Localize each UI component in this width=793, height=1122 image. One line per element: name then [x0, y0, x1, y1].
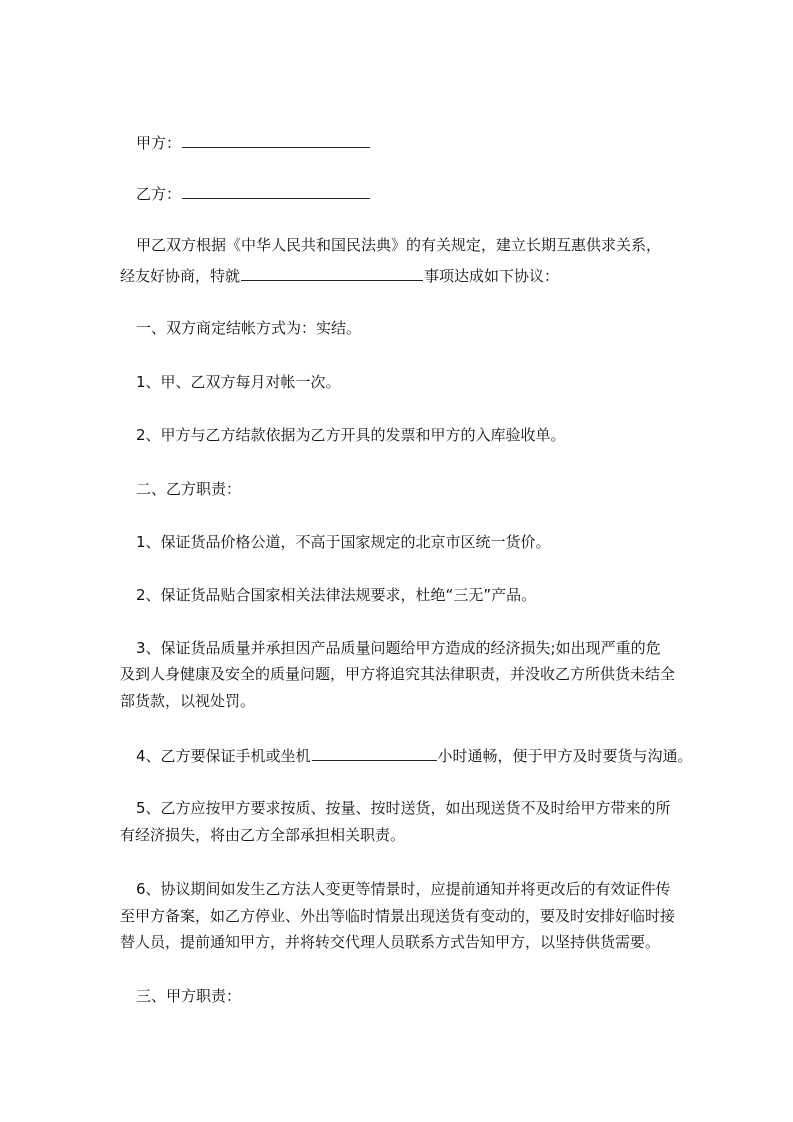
intro-line-2: [120, 265, 559, 285]
section-1-item-1: 1、甲、乙双方每月对帐一次。: [136, 373, 341, 391]
intro-line-1: 甲乙双方根据《中华人民共和国民法典》的有关规定，建立长期互惠供求关系，: [136, 236, 662, 254]
section-2-item-5-line-1: 5、乙方应按甲方要求按质、按量、按时送货，如出现送货不及时给甲方带来的所: [136, 799, 671, 817]
section-2-item-4: [136, 745, 693, 765]
section-2-item-3-line-3: 部货款，以视处罚。: [120, 692, 256, 710]
section-2-item-6-line-1: 6、协议期间如发生乙方法人变更等情景时，应提前通知并将更改后的有效证件传: [136, 880, 671, 898]
section-2-item-3-line-2: 及到人身健康及安全的质量问题，甲方将追究其法律职责，并没收乙方所供货未结全: [120, 665, 676, 683]
party-b-line: [136, 183, 371, 203]
item-4-prefix: 4、乙方要保证手机或坐机: [136, 747, 311, 765]
section-2-item-2: 2、保证货品贴合国家相关法律法规要求，杜绝“三无”产品。: [136, 586, 537, 604]
section-1-heading: 一、双方商定结帐方式为：实结。: [136, 319, 362, 337]
section-2-item-3-line-1: 3、保证货品质量并承担因产品质量问题给甲方造成的经济损失;如出现严重的危: [136, 639, 661, 657]
section-2-item-6-line-3: 替人员，提前通知甲方，并将转交代理人员联系方式告知甲方，以坚持供货需要。: [120, 933, 661, 951]
party-a-line: [136, 132, 371, 152]
party-a-label: 甲方：: [136, 134, 182, 152]
intro-suffix: 事项达成如下协议：: [424, 267, 560, 285]
section-2-item-6-line-2: 至甲方备案，如乙方停业、外出等临时情景出现送货有变动的，要及时安排好临时接: [120, 907, 676, 925]
party-b-label: 乙方：: [136, 185, 182, 203]
hours-blank[interactable]: [312, 745, 437, 761]
section-2-heading: 二、乙方职责：: [136, 480, 242, 498]
section-2-item-5-line-2: 有经济损失，将由乙方全部承担相关职责。: [120, 826, 406, 844]
intro-prefix: 经友好协商，特就: [120, 267, 241, 285]
party-b-blank[interactable]: [182, 183, 370, 199]
section-1-item-2: 2、甲方与乙方结款依据为乙方开具的发票和甲方的入库验收单。: [136, 426, 566, 444]
item-4-suffix: 小时通畅，便于甲方及时要货与沟通。: [437, 747, 693, 765]
section-3-heading: 三、甲方职责：: [136, 987, 242, 1005]
section-2-item-1: 1、保证货品价格公道，不高于国家规定的北京市区统一货价。: [136, 533, 551, 551]
matter-blank[interactable]: [241, 265, 423, 281]
party-a-blank[interactable]: [182, 132, 370, 148]
